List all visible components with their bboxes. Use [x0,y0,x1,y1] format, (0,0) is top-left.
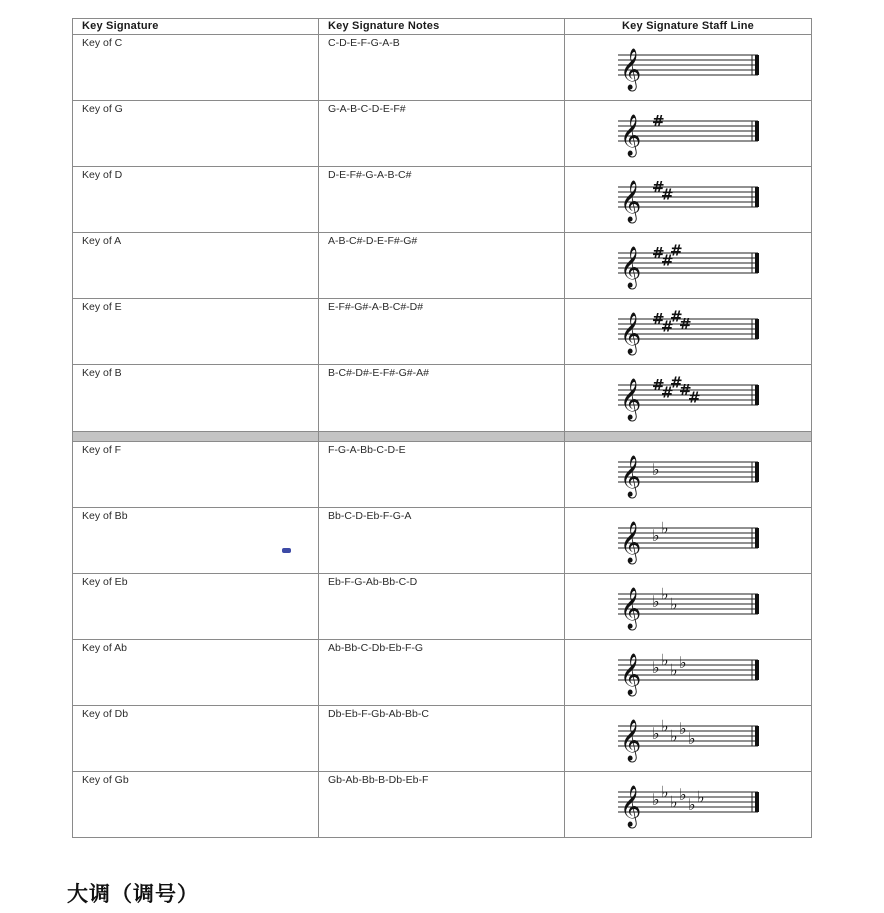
staff-line-key-of-d [588,167,788,225]
treble-clef-icon: 𝄞 [620,456,642,497]
section-divider [73,432,812,442]
key-name-cell: Key of Eb [73,574,319,640]
sharp-icon: # [679,381,692,399]
key-notes-cell: Bb-C-D-Eb-F-G-A [319,508,565,574]
staff-line-key-of-b [588,365,788,423]
treble-clef-icon: 𝄞 [620,786,642,827]
key-name-cell: Key of Ab [73,640,319,706]
treble-clef-icon: 𝄞 [620,588,642,629]
key-name-cell: Key of Gb [73,772,319,838]
staff-cell [565,299,812,365]
sharp-icon: # [652,376,665,394]
staff-cell [565,706,812,772]
thick-barline [755,528,759,548]
key-notes-cell: Gb-Ab-Bb-B-Db-Eb-F [319,772,565,838]
flat-icon: ♭ [679,719,687,738]
key-notes-cell: G-A-B-C-D-E-F# [319,101,565,167]
header-row [73,19,812,35]
flat-icon: ♭ [697,787,705,807]
staff-cell [565,508,812,574]
flat-icon: ♭ [679,653,687,672]
staff-cell [565,101,812,167]
flat-icon: ♭ [652,658,660,677]
blue-mark [282,548,291,553]
staff-line-key-of-ab [588,640,788,698]
page-caption: 大调（调号） [67,882,199,906]
key-name-cell: Key of Db [73,706,319,772]
key-name-cell: Key of A [73,233,319,299]
thick-barline [755,660,759,680]
key-notes-cell: E-F#-G#-A-B-C#-D# [319,299,565,365]
treble-clef-icon: 𝄞 [620,654,642,695]
sharp-icon: # [670,241,683,260]
staff-line-key-of-c [588,35,788,93]
thick-barline [755,792,759,812]
key-signature-table [72,18,812,838]
key-notes-cell: C-D-E-F-G-A-B [319,35,565,101]
sharp-icon: # [679,315,692,333]
staff-cell [565,772,812,838]
thick-barline [755,594,759,614]
staff-cell [565,365,812,432]
flat-icon: ♭ [670,792,678,812]
treble-clef-icon: 𝄞 [620,379,642,420]
staff-cell [565,574,812,640]
table-row [73,574,812,640]
treble-clef-icon: 𝄞 [620,181,642,222]
thick-barline [755,462,759,482]
staff-line-key-of-bb [588,508,788,566]
thick-barline [755,253,759,273]
flat-icon: ♭ [652,592,660,611]
treble-clef-icon: 𝄞 [620,49,642,90]
flat-icon: ♭ [661,650,669,670]
flat-icon: ♭ [679,785,687,804]
flat-icon: ♭ [688,729,696,748]
treble-clef-icon: 𝄞 [620,720,642,761]
table-row [73,35,812,101]
staff-cell [565,35,812,101]
table-row [73,101,812,167]
sharp-icon: # [688,388,701,407]
key-notes-cell: F-G-A-Bb-C-D-E [319,442,565,508]
key-name-cell: Key of D [73,167,319,233]
sharp-icon: # [661,383,674,402]
flat-icon: ♭ [670,594,678,614]
divider-cell [319,432,565,442]
sharp-icon: # [652,112,665,130]
key-notes-cell: Db-Eb-F-Gb-Ab-Bb-C [319,706,565,772]
staff-line-key-of-db [588,706,788,764]
table-row [73,706,812,772]
key-notes-cell: B-C#-D#-E-F#-G#-A# [319,365,565,432]
key-notes-cell: D-E-F#-G-A-B-C# [319,167,565,233]
sharp-icon: # [661,317,674,336]
table-row [73,508,812,574]
treble-clef-icon: 𝄞 [620,247,642,288]
key-name-cell: Key of E [73,299,319,365]
key-name-cell: Key of F [73,442,319,508]
header-key-notes: Key Signature Notes [319,19,565,35]
key-name-cell: Key of B [73,365,319,432]
sharp-icon: # [652,244,665,262]
table-row [73,640,812,706]
staff-line-key-of-e [588,299,788,357]
thick-barline [755,385,759,405]
flat-icon: ♭ [688,795,696,814]
key-notes-cell: Eb-F-G-Ab-Bb-C-D [319,574,565,640]
table-row [73,233,812,299]
table-row [73,772,812,838]
staff-cell [565,442,812,508]
header-staff-line: Key Signature Staff Line [565,19,812,35]
staff-cell [565,640,812,706]
flat-icon: ♭ [652,790,660,809]
staff-line-key-of-eb [588,574,788,632]
sharp-icon: # [661,185,674,204]
sharp-icon: # [652,310,665,328]
flat-icon: ♭ [652,724,660,743]
table-row [73,442,812,508]
staff-cell [565,233,812,299]
key-notes-cell: Ab-Bb-C-Db-Eb-F-G [319,640,565,706]
flat-icon: ♭ [652,526,660,545]
table-row [73,167,812,233]
key-name-cell: Key of G [73,101,319,167]
thick-barline [755,726,759,746]
key-notes-cell: A-B-C#-D-E-F#-G# [319,233,565,299]
key-name-cell: Key of Bb [73,508,319,574]
sharp-icon: # [670,373,683,392]
sharp-icon: # [661,251,674,270]
staff-line-key-of-g [588,101,788,159]
thick-barline [755,187,759,207]
header-key-signature: Key Signature [73,19,319,35]
flat-icon: ♭ [670,660,678,680]
treble-clef-icon: 𝄞 [620,522,642,563]
staff-line-key-of-gb [588,772,788,830]
divider-cell [565,432,812,442]
table-row [73,365,812,432]
flat-icon: ♭ [661,716,669,736]
flat-icon: ♭ [661,782,669,802]
sharp-icon: # [652,178,665,196]
flat-icon: ♭ [661,518,669,538]
thick-barline [755,121,759,141]
divider-cell [73,432,319,442]
flat-icon: ♭ [661,584,669,604]
thick-barline [755,319,759,339]
thick-barline [755,55,759,75]
flat-icon: ♭ [652,460,660,479]
table-row [73,299,812,365]
treble-clef-icon: 𝄞 [620,313,642,354]
flat-icon: ♭ [670,726,678,746]
staff-cell [565,167,812,233]
staff-line-key-of-f [588,442,788,500]
staff-line-key-of-a [588,233,788,291]
treble-clef-icon: 𝄞 [620,115,642,156]
key-name-cell: Key of C [73,35,319,101]
sharp-icon: # [670,307,683,326]
